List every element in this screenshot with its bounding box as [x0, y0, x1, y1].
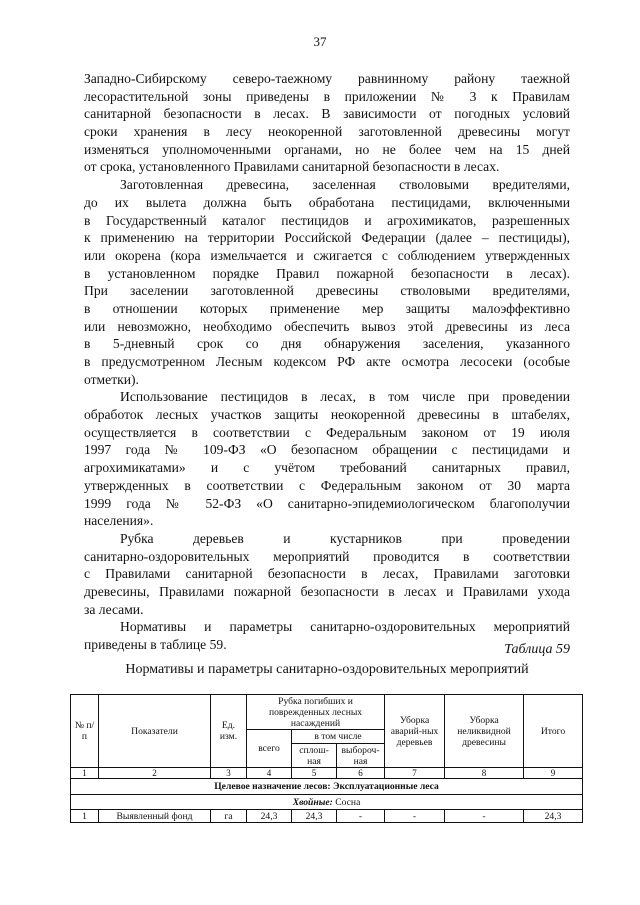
row-clear: 24,3	[292, 810, 337, 823]
row-num: 1	[71, 810, 99, 823]
text-line: в предусмотренном Лесным кодексом РФ акте осмотра лесосеки (особые	[84, 354, 570, 369]
row-selective: -	[337, 810, 385, 823]
row-illiquid: -	[445, 810, 524, 823]
text-line: древесины, Правилами пожарной безопасности в лесах и Правилами ухода	[84, 583, 570, 599]
text-line: изменяться уполномоченными органами, но не более чем на 15 дней	[84, 141, 570, 157]
text-line: Нормативы и параметры санитарно-оздоровительных мероприятий	[120, 619, 570, 635]
column-number: 9	[524, 768, 583, 779]
header-selective: выбороч-ная	[337, 744, 385, 768]
text-line: или невозможно, необходимо обеспечить вывоз этой древесины из леса	[84, 318, 570, 334]
table-label: Таблица 59	[504, 642, 570, 657]
text-line: с Правилами санитарной безопасности в лесах, Правилами заготовки	[84, 566, 570, 582]
text-line: в 5-дневный срок со дня обнаружения заселения, указанного	[84, 336, 570, 352]
column-number: 3	[211, 768, 247, 779]
header-illiquid: Уборка неликвидной древесины	[445, 695, 524, 768]
text-line: до их вылета должна быть обработана пестицидами, включенными	[84, 194, 570, 210]
column-number: 1	[71, 768, 99, 779]
body-text	[84, 70, 570, 654]
column-number: 8	[445, 768, 524, 779]
text-line: Использование пестицидов в лесах, в том числе при проведении	[120, 389, 570, 405]
section-row: Целевое назначение лесов: Эксплуатационные леса	[71, 779, 583, 795]
species-value: Сосна	[332, 796, 361, 808]
norms-table	[70, 694, 583, 823]
row-name: Выявленный фонд	[99, 810, 211, 823]
text-line: санитарной безопасности в лесах. В зависимости от погодных условий	[84, 106, 570, 122]
species-label: Хвойные:	[292, 796, 333, 808]
text-line: от срока, установленного Правилами санитарной безопасности в лесах.	[84, 159, 500, 175]
text-line: утвержденных в соответствии с Федеральным законом от 30 марта	[84, 477, 570, 493]
text-line: обработок лесных участков защиты неокоренной древесины в штабелях,	[84, 407, 570, 423]
column-number: 7	[385, 768, 445, 779]
row-sum: 24,3	[524, 810, 583, 823]
species-row	[71, 795, 583, 810]
header-felling: Рубка погибших и поврежденных лесных насаждений	[247, 695, 385, 730]
page-number: 37	[313, 34, 327, 49]
text-line: агрохимикатами» и с учётом требований санитарных правил,	[84, 460, 570, 476]
column-number: 4	[247, 768, 292, 779]
text-line: Заготовленная древесина, заселенная стволовыми вредителями,	[120, 177, 570, 193]
text-line: приведены в таблице 59.	[84, 637, 227, 652]
table-title: Нормативы и параметры санитарно-оздоровительных мероприятий	[125, 662, 529, 677]
table-row	[71, 810, 583, 823]
header-unit: Ед. изм.	[211, 695, 247, 768]
text-line: 1999 года № 52-ФЗ «О санитарно-эпидемиологическом благополучии	[84, 495, 570, 511]
header-clear: сплош-ная	[292, 744, 337, 768]
column-number: 6	[337, 768, 385, 779]
header-including: в том числе	[292, 730, 385, 744]
text-line: санитарно-оздоровительных мероприятий проводится в соответствии	[84, 548, 570, 564]
text-line: за лесами.	[84, 601, 144, 617]
text-line: лесорастительной зоны приведены в приложении № 3 к Правилам	[84, 88, 570, 104]
text-line: населения».	[84, 513, 154, 529]
header-total: всего	[247, 730, 292, 768]
text-line: к применению на территории Российской Федерации (далее – пестициды),	[84, 230, 570, 246]
row-unit: га	[211, 810, 247, 823]
text-line: сроки хранения в лесу неокоренной заготовленной древесины могут	[84, 124, 570, 140]
header-emergency: Уборка аварий-ных деревьев	[385, 695, 445, 768]
text-line: Западно-Сибирскому северо-таежному равнинному району таежной	[84, 71, 570, 86]
row-emergency: -	[385, 810, 445, 823]
column-number: 5	[292, 768, 337, 779]
header-sum: Итого	[524, 695, 583, 768]
text-line: 1997 года № 109-ФЗ «О безопасном обращении с пестицидами и	[84, 442, 570, 458]
text-line: отметки).	[84, 371, 139, 387]
text-line: в установленном порядке Правил пожарной безопасности в лесах).	[84, 265, 570, 281]
text-line: осуществляется в соответствии с Федеральным законом от 19 июля	[84, 424, 570, 440]
text-line: в Государственный каталог пестицидов и агрохимикатов, разрешенных	[84, 212, 570, 228]
header-indicators: Показатели	[99, 695, 211, 768]
column-number: 2	[99, 768, 211, 779]
text-line: При заселении заготовленной древесины стволовыми вредителями,	[84, 283, 570, 299]
text-line: или окорена (кора измельчается и сжигается с соблюдением утвержденных	[84, 247, 570, 263]
row-total: 24,3	[247, 810, 292, 823]
header-num: № п/п	[71, 695, 99, 768]
text-line: Рубка деревьев и кустарников при проведении	[120, 530, 570, 546]
text-line: в отношении которых применение мер защиты малоэффективно	[84, 300, 570, 316]
